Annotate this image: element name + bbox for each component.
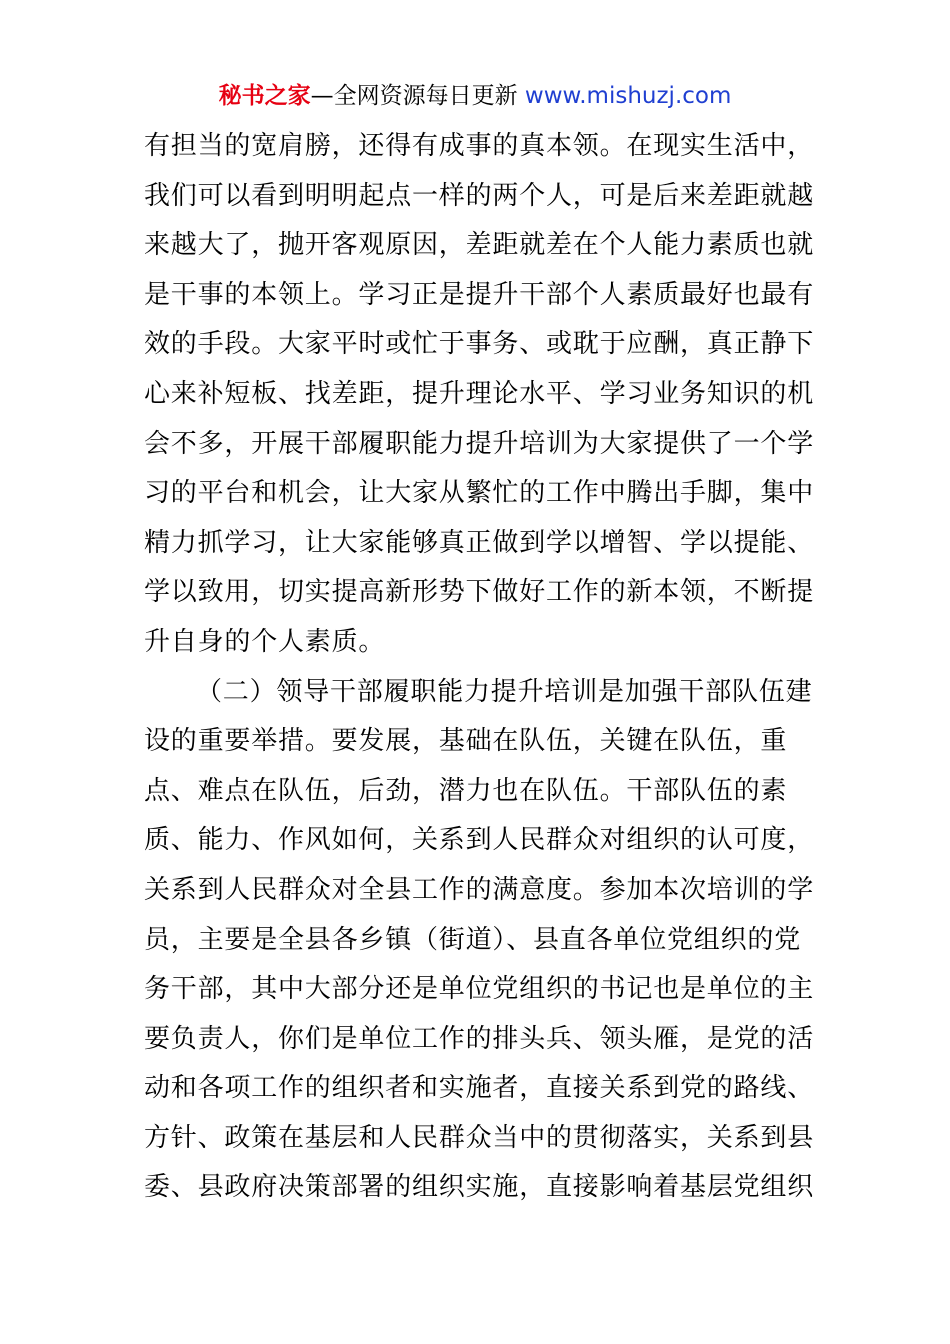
- text-line: 心来补短板、找差距，提升理论水平、学习业务知识的机: [144, 378, 815, 409]
- text-line: 来越大了，抛开客观原因，差距就差在个人能力素质也就: [144, 230, 815, 261]
- text-line: 精力抓学习，让大家能够真正做到学以增智、学以提能、: [144, 527, 815, 558]
- text-line: 我们可以看到明明起点一样的两个人，可是后来差距就越: [144, 180, 815, 211]
- section-heading-line: （二）领导干部履职能力提升培训是加强干部队伍建: [196, 676, 813, 707]
- text-line: 委、县政府决策部署的组织实施，直接影响着基层党组织: [144, 1172, 815, 1203]
- header-slogan: —全网资源每日更新: [310, 83, 525, 109]
- text-line: 有担当的宽肩膀，还得有成事的真本领。在现实生活中，: [144, 131, 815, 161]
- site-url-link[interactable]: www.mishuzj.com: [524, 83, 732, 109]
- site-header: [0, 80, 950, 112]
- text-line: 要负责人，你们是单位工作的排头兵、领头雁，是党的活: [144, 1023, 815, 1054]
- text-line: 是干事的本领上。学习正是提升干部个人素质最好也最有: [144, 279, 815, 310]
- text-line: 效的手段。大家平时或忙于事务、或耽于应酬，真正静下: [144, 329, 815, 360]
- text-line: 务干部，其中大部分还是单位党组织的书记也是单位的主: [144, 974, 815, 1005]
- text-line: 员，主要是全县各乡镇（街道）、县直各单位党组织的党: [144, 924, 802, 955]
- text-line: 升自身的个人素质。: [144, 626, 386, 657]
- text-line: 点、难点在队伍，后劲，潜力也在队伍。干部队伍的素: [144, 775, 788, 806]
- text-line: 方针、政策在基层和人民群众当中的贯彻落实，关系到县: [144, 1122, 815, 1153]
- brand-name: 秘书之家: [218, 83, 311, 109]
- text-line: 会不多，开展干部履职能力提升培训为大家提供了一个学: [144, 428, 815, 459]
- document-body: [144, 128, 815, 1219]
- text-line: 学以致用，切实提高新形势下做好工作的新本领，不断提: [144, 577, 815, 608]
- text-line: 动和各项工作的组织者和实施者，直接关系到党的路线、: [144, 1073, 815, 1104]
- text-line: 质、能力、作风如何，关系到人民群众对组织的认可度，: [144, 825, 815, 856]
- text-line: 设的重要举措。要发展，基础在队伍，关键在队伍，重: [144, 726, 788, 757]
- text-line: 习的平台和机会，让大家从繁忙的工作中腾出手脚，集中: [144, 478, 815, 509]
- text-line: 关系到人民群众对全县工作的满意度。参加本次培训的学: [144, 874, 815, 905]
